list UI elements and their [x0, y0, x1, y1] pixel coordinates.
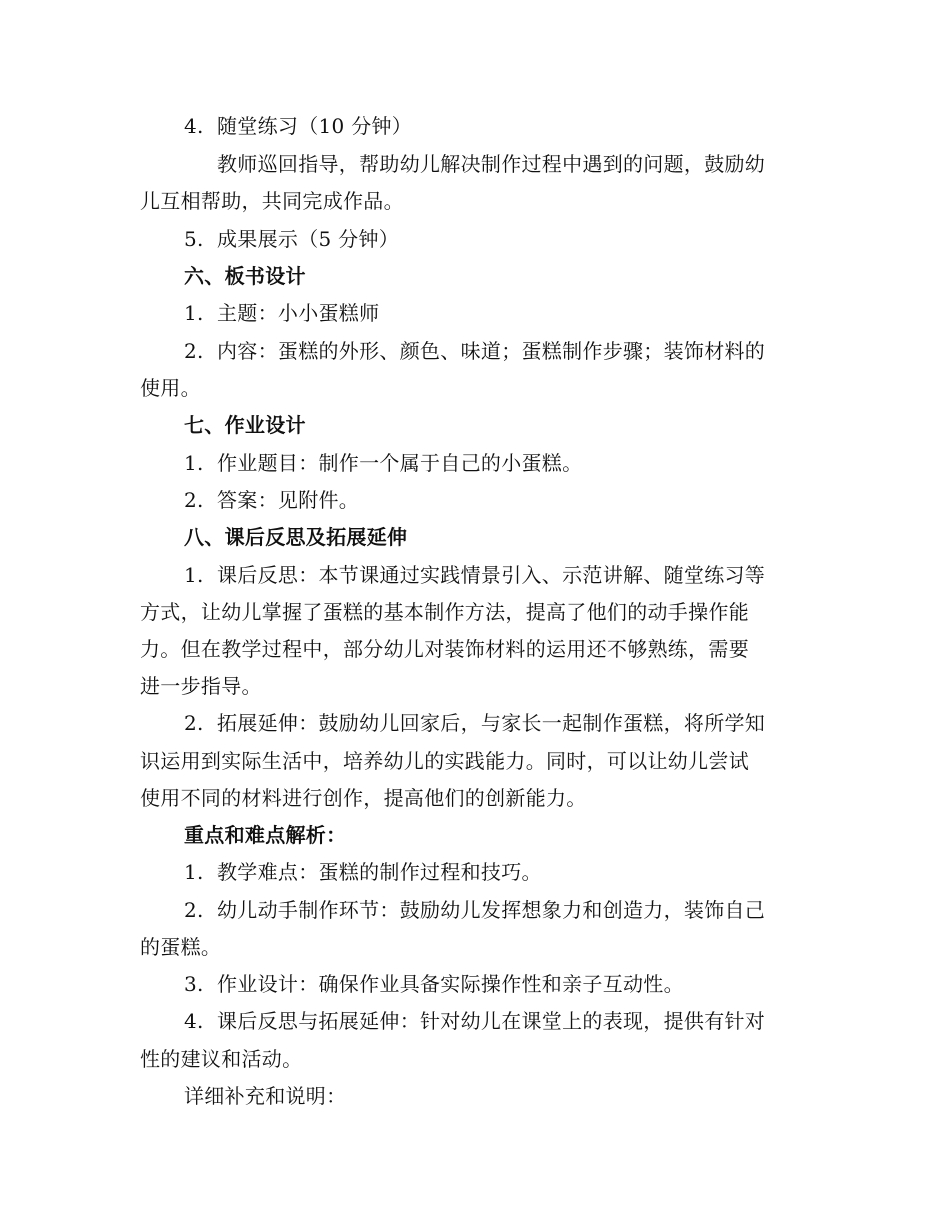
list-item [184, 896, 864, 924]
paragraph-line: 儿互相帮助，共同完成作品。 [140, 189, 404, 213]
paragraph-line: 力。但在教学过程中，部分幼儿对装饰材料的运用还不够熟练，需要 [140, 637, 749, 661]
list-item [184, 1007, 864, 1035]
paragraph-line: 教师巡回指导，帮助幼儿解决制作过程中遇到的问题，鼓励幼 [217, 152, 766, 176]
section-heading-reflection: 八、课后反思及拓展延伸 [184, 525, 408, 549]
item-number: 5. [184, 227, 204, 251]
supplement-label: 详细补充和说明： [184, 1084, 347, 1108]
item-number: 2. [184, 339, 204, 363]
item-number: 3. [184, 972, 204, 996]
item-text: 幼儿动手制作环节：鼓励幼儿发挥想象力和创造力，装饰自己 [217, 898, 766, 922]
list-item-showcase [184, 225, 864, 253]
list-item [184, 449, 864, 477]
item-text: 答案：见附件。 [217, 488, 360, 512]
list-item [184, 858, 864, 886]
item-text: 内容：蛋糕的外形、颜色、味道；蛋糕制作步骤；装饰材料的 [217, 339, 766, 363]
list-item [184, 709, 864, 737]
item-text: 作业设计：确保作业具备实际操作性和亲子互动性。 [217, 972, 684, 996]
item-number: 1. [184, 301, 204, 325]
paragraph-line: 性的建议和活动。 [140, 1047, 303, 1071]
item-text: 教学难点：蛋糕的制作过程和技巧。 [217, 860, 542, 884]
list-item [184, 337, 864, 365]
paragraph-line: 使用不同的材料进行创作，提高他们的创新能力。 [140, 786, 587, 810]
item-text: 随堂练习（10 分钟） [217, 114, 413, 138]
item-number: 4. [184, 114, 204, 138]
paragraph-line: 进一步指导。 [140, 674, 262, 698]
section-heading-homework: 七、作业设计 [184, 413, 306, 437]
item-text: 作业题目：制作一个属于自己的小蛋糕。 [217, 451, 583, 475]
item-text: 课后反思与拓展延伸：针对幼儿在课堂上的表现，提供有针对 [217, 1009, 766, 1033]
item-number: 1. [184, 451, 204, 475]
item-number: 1. [184, 563, 204, 587]
paragraph-line: 方式，让幼儿掌握了蛋糕的基本制作方法，提高了他们的动手操作能 [140, 600, 749, 624]
section-heading-board-design: 六、板书设计 [184, 264, 306, 288]
item-number: 2. [184, 898, 204, 922]
paragraph-line: 的蛋糕。 [140, 935, 222, 959]
item-number: 2. [184, 711, 204, 735]
paragraph-line: 识运用到实际生活中，培养幼儿的实践能力。同时，可以让幼儿尝试 [140, 749, 749, 773]
item-text: 成果展示（5 分钟） [217, 227, 400, 251]
item-text: 课后反思：本节课通过实践情景引入、示范讲解、随堂练习等 [217, 563, 766, 587]
list-item [184, 970, 864, 998]
item-number: 2. [184, 488, 204, 512]
section-heading-analysis: 重点和难点解析： [184, 823, 347, 847]
item-number: 4. [184, 1009, 204, 1033]
list-item [184, 299, 864, 327]
list-item [184, 486, 864, 514]
item-text: 拓展延伸：鼓励幼儿回家后，与家长一起制作蛋糕，将所学知 [217, 711, 766, 735]
item-text: 主题：小小蛋糕师 [217, 301, 380, 325]
paragraph-line: 使用。 [140, 376, 201, 400]
item-number: 1. [184, 860, 204, 884]
list-item [184, 561, 864, 589]
list-item-practice [184, 112, 864, 140]
